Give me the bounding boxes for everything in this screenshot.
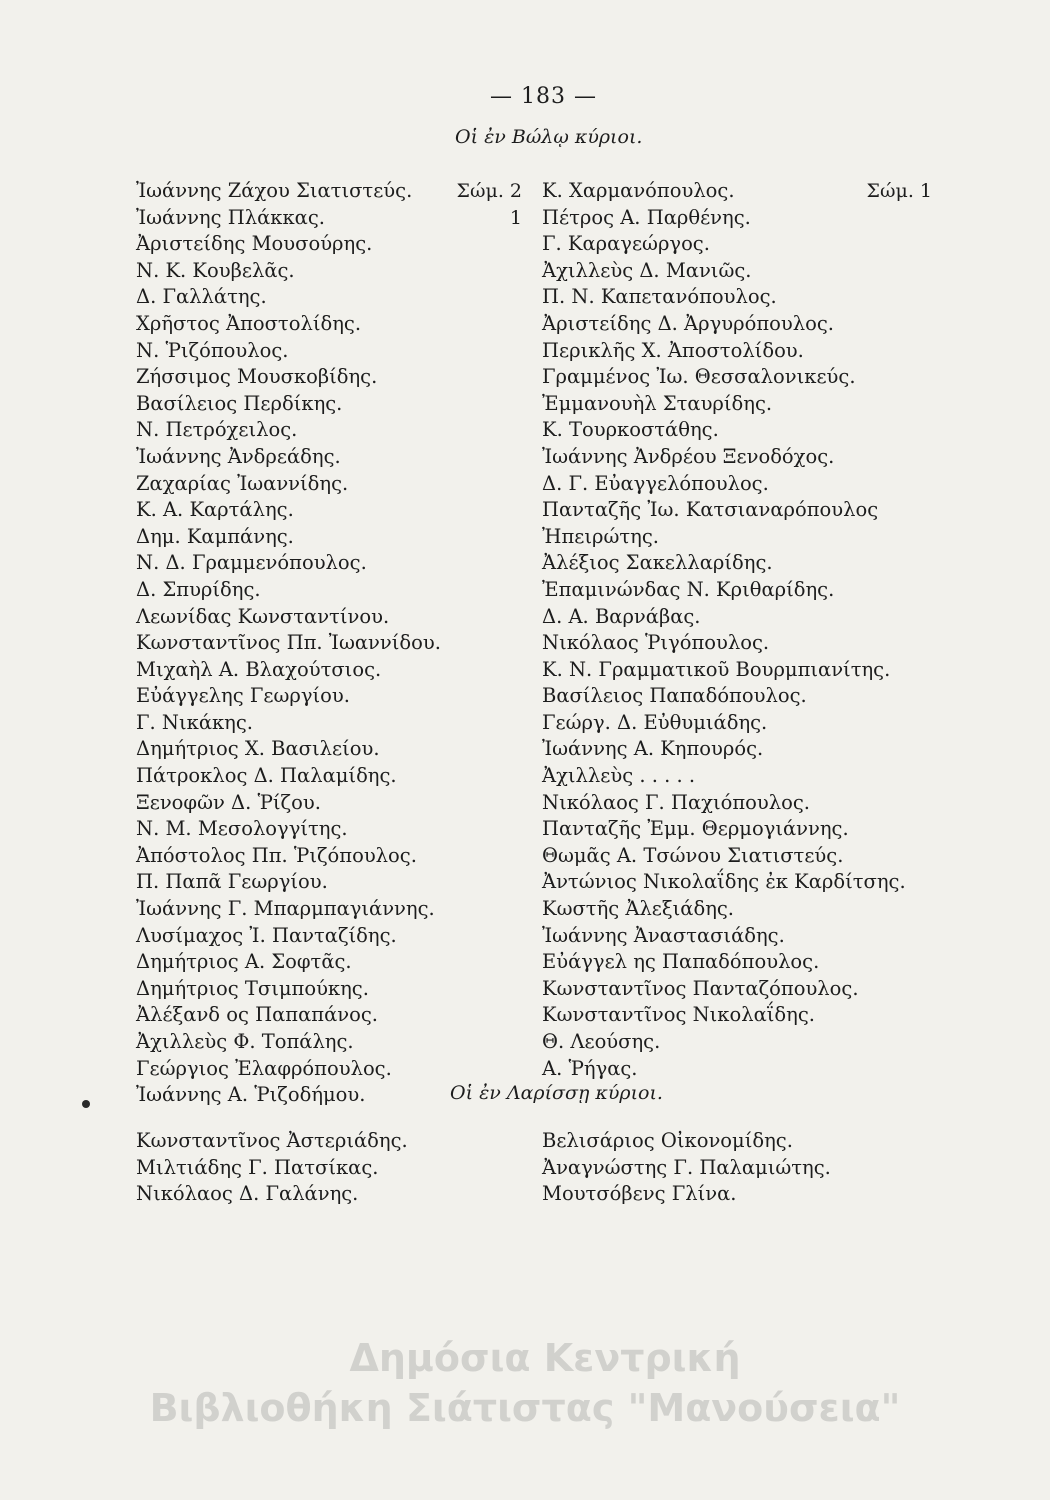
section-title-larissa: Οἱ ἐν Λαρίσσῃ κύριοι. [450,1082,663,1104]
list-item [542,630,962,657]
person-name: Θωμᾶς Α. Τσώνου Σιατιστεύς. [542,843,844,867]
person-name: Δημήτριος Α. Σοφτᾶς. [136,950,352,974]
list-item [136,604,536,631]
person-name: Γ. Καραγεώργος. [542,232,710,256]
list-item [542,1155,962,1182]
list-item [136,816,536,843]
list-item [542,258,962,285]
person-name: Νικόλαος Γ. Παχιόπουλος. [542,790,810,814]
person-name: Π. Παπᾶ Γεωργίου. [136,870,328,894]
list-item [136,444,536,471]
person-name: Περικλῆς Χ. Ἀποστολίδου. [542,338,804,362]
person-name: Ν. Μ. Μεσολογγίτης. [136,817,348,841]
list-item [136,869,536,896]
person-name: Ἰωάννης Γ. Μπαρμπαγιάννης. [136,897,435,921]
list-item [136,736,536,763]
list-item [542,869,962,896]
list-item [136,843,536,870]
person-name: Κωνσταντῖνος Πανταζόπουλος. [542,976,859,1000]
list-item [136,524,536,551]
person-name: Κ. Τουρκοστάθης. [542,418,719,442]
list-item [136,657,536,684]
person-name: Ἀχιλλεὺς . . . . . [542,764,696,788]
list-item [136,1128,536,1155]
list-item [542,843,962,870]
list-item [136,976,536,1003]
list-item [542,763,962,790]
section1-right-column [542,178,962,1082]
list-item [542,1002,962,1029]
list-item [542,231,962,258]
list-item [136,630,536,657]
list-item [136,284,536,311]
list-item [136,1056,536,1083]
person-name: Ἀριστείδης Δ. Ἀργυρόπουλος. [542,311,834,335]
section2-right-column [542,1128,962,1208]
person-name: Κωνσταντῖνος Ππ. Ἰωαννίδου. [136,631,441,655]
list-item [542,550,962,577]
person-name: Λυσίμαχος Ἰ. Πανταζίδης. [136,923,397,947]
person-name: Ἀπόστολος Ππ. Ῥιζόπουλος. [136,843,417,867]
list-item [136,417,536,444]
person-name: Κ. Χαρμανόπουλος. [542,179,735,202]
list-item [136,949,536,976]
list-item [136,1029,536,1056]
person-name: Ν. Ῥιζόπουλος. [136,338,289,362]
person-name: Ἰωάννης Ἀνδρέου Ξενοδόχος. [542,444,835,468]
list-item [542,896,962,923]
person-name: Κωνσταντῖνος Ἀστεριάδης. [136,1129,408,1152]
person-name: Βασίλειος Περδίκης. [136,391,343,415]
list-item [542,471,962,498]
person-name: Κωστῆς Ἀλεξιάδης. [542,897,735,921]
list-item [136,790,536,817]
watermark-line-1: Δημόσια Κεντρική [349,1336,741,1380]
copies-note: Σώμ. 1 [866,180,932,202]
list-item [542,816,962,843]
list-item [136,710,536,737]
list-item [136,1002,536,1029]
copies-note: Σώμ. 2 [456,180,522,202]
person-name: Ἠπειρώτης. [542,524,659,548]
person-name: Ἀντώνιος Νικολαΐδης ἐκ Καρδίτσης. [542,870,906,894]
list-item [542,178,962,205]
list-item [542,284,962,311]
list-item [136,1155,536,1182]
person-name: Θ. Λεούσης. [542,1030,661,1053]
copies-note: 1 [509,206,522,229]
page-number: — 183 — [490,84,597,109]
list-item [136,338,536,365]
list-item [136,1181,536,1208]
list-item [542,205,962,232]
list-item [542,923,962,950]
person-name: Δ. Γ. Εὐαγγελόπουλος. [542,471,769,495]
person-name: Ἰωάννης Ζάχου Σιατιστεύς. [136,179,413,202]
person-name: Λεωνίδας Κωνσταντίνου. [136,604,390,628]
person-name: Βελισάριος Οἰκονομίδης. [542,1129,793,1152]
person-name: Ἰωάννης Ἀναστασιάδης. [542,923,785,947]
person-name: Ἀχιλλεὺς Δ. Μανιῶς. [542,258,752,282]
person-name: Χρῆστος Ἀποστολίδης. [136,311,362,335]
person-name: Πανταζῆς Ἐμμ. Θερμογιάννης. [542,817,849,841]
person-name: Μιλτιάδης Γ. Πατσίκας. [136,1155,379,1179]
list-item [542,1181,962,1208]
person-name: Γεώργ. Δ. Εὐθυμιάδης. [542,710,768,734]
person-name: Δ. Σπυρίδης. [136,577,261,601]
list-item [542,338,962,365]
list-item [542,1128,962,1155]
list-item [542,497,962,524]
section2-left-column [136,1128,536,1208]
list-item [136,258,536,285]
person-name: Κωνσταντῖνος Νικολαΐδης. [542,1003,815,1027]
person-name: Γ. Νικάκης. [136,710,253,734]
person-name: Ζαχαρίας Ἰωαννίδης. [136,471,349,495]
list-item [136,311,536,338]
person-name: Εὐάγγελης Γεωργίου. [136,684,350,708]
list-item [542,1056,962,1083]
person-name: Ἀριστείδης Μουσούρης. [136,232,373,256]
person-name: Ἀλέξιος Σακελλαρίδης. [542,551,773,575]
list-item [136,178,536,205]
list-item [542,311,962,338]
ink-dot [82,1100,90,1108]
list-item [542,710,962,737]
section1-left-column [136,178,536,1109]
person-name: Ν. Πετρόχειλος. [136,418,298,442]
person-name: Δ. Γαλλάτης. [136,285,267,309]
list-item [136,577,536,604]
person-name: Μιχαὴλ Α. Βλαχούτσιος. [136,657,382,681]
person-name: Ἀναγνώστης Γ. Παλαμιώτης. [542,1155,831,1179]
person-name: Πανταζῆς Ἰω. Κατσιαναρόπουλος [542,498,879,522]
person-name: Ἀχιλλεὺς Φ. Τοπάλης. [136,1030,354,1053]
person-name: Ν. Κ. Κουβελᾶς. [136,258,295,282]
watermark-line-2: Βιβλιοθήκη Σιάτιστας "Μανούσεια" [149,1386,901,1430]
list-item [136,896,536,923]
person-name: Γεώργιος Ἐλαφρόπουλος. [136,1056,392,1080]
list-item [542,976,962,1003]
list-item [136,231,536,258]
list-item [136,550,536,577]
person-name: Δημ. Καμπάνης. [136,524,294,548]
list-item [136,364,536,391]
person-name: Δ. Α. Βαρνάβας. [542,604,701,628]
list-item [136,205,536,232]
list-item [542,736,962,763]
list-item [542,790,962,817]
list-item [542,683,962,710]
person-name: Ἰωάννης Ἀνδρεάδης. [136,444,341,468]
person-name: Ζήσσιμος Μουσκοβίδης. [136,365,378,389]
person-name: Βασίλειος Παπαδόπουλος. [542,684,807,708]
list-item [542,604,962,631]
list-item [542,444,962,471]
person-name: Πέτρος Α. Παρθένης. [542,205,751,229]
person-name: Ἰωάννης Α. Κηπουρός. [542,737,764,761]
list-item [136,497,536,524]
person-name: Ν. Δ. Γραμμενόπουλος. [136,551,367,575]
list-item [542,577,962,604]
person-name: Κ. Ν. Γραμματικοῦ Βουρμπιανίτης. [542,657,891,681]
person-name: Π. Ν. Καπετανόπουλος. [542,285,777,309]
person-name: Πάτροκλος Δ. Παλαμίδης. [136,764,397,788]
person-name: Γραμμένος Ἰω. Θεσσαλονικεύς. [542,365,856,389]
person-name: Δημήτριος Χ. Βασιλείου. [136,737,380,761]
person-name: Δημήτριος Τσιμπούκης. [136,976,369,1000]
person-name: Νικόλαος Δ. Γαλάνης. [136,1182,359,1206]
list-item [136,763,536,790]
list-item [542,657,962,684]
section-title-volos: Οἱ ἐν Βώλῳ κύριοι. [455,126,643,148]
list-item [542,1029,962,1056]
list-item [136,391,536,418]
list-item [542,524,962,551]
list-item [136,683,536,710]
list-item [136,471,536,498]
person-name: Νικόλαος Ῥιγόπουλος. [542,631,770,655]
person-name: Ἐπαμινώνδας Ν. Κριθαρίδης. [542,577,835,601]
person-name: Κ. Α. Καρτάλης. [136,498,294,522]
list-item [542,949,962,976]
person-name: Ξενοφῶν Δ. Ῥίζου. [136,790,321,814]
person-name: Ἰωάννης Πλάκκας. [136,205,325,229]
list-item [542,364,962,391]
person-name: Ἰωάννης Α. Ῥιζοδήμου. [136,1083,366,1107]
list-item [542,391,962,418]
person-name: Ἀλέξανδ ος Παπαπάνος. [136,1003,378,1027]
person-name: Ἐμμανουὴλ Σταυρίδης. [542,391,773,415]
person-name: Μουτσόβενς Γλίνα. [542,1182,737,1206]
person-name: Α. Ῥήγας. [542,1056,638,1080]
list-item [136,923,536,950]
list-item [542,417,962,444]
person-name: Εὐάγγελ ης Παπαδόπουλος. [542,950,820,974]
